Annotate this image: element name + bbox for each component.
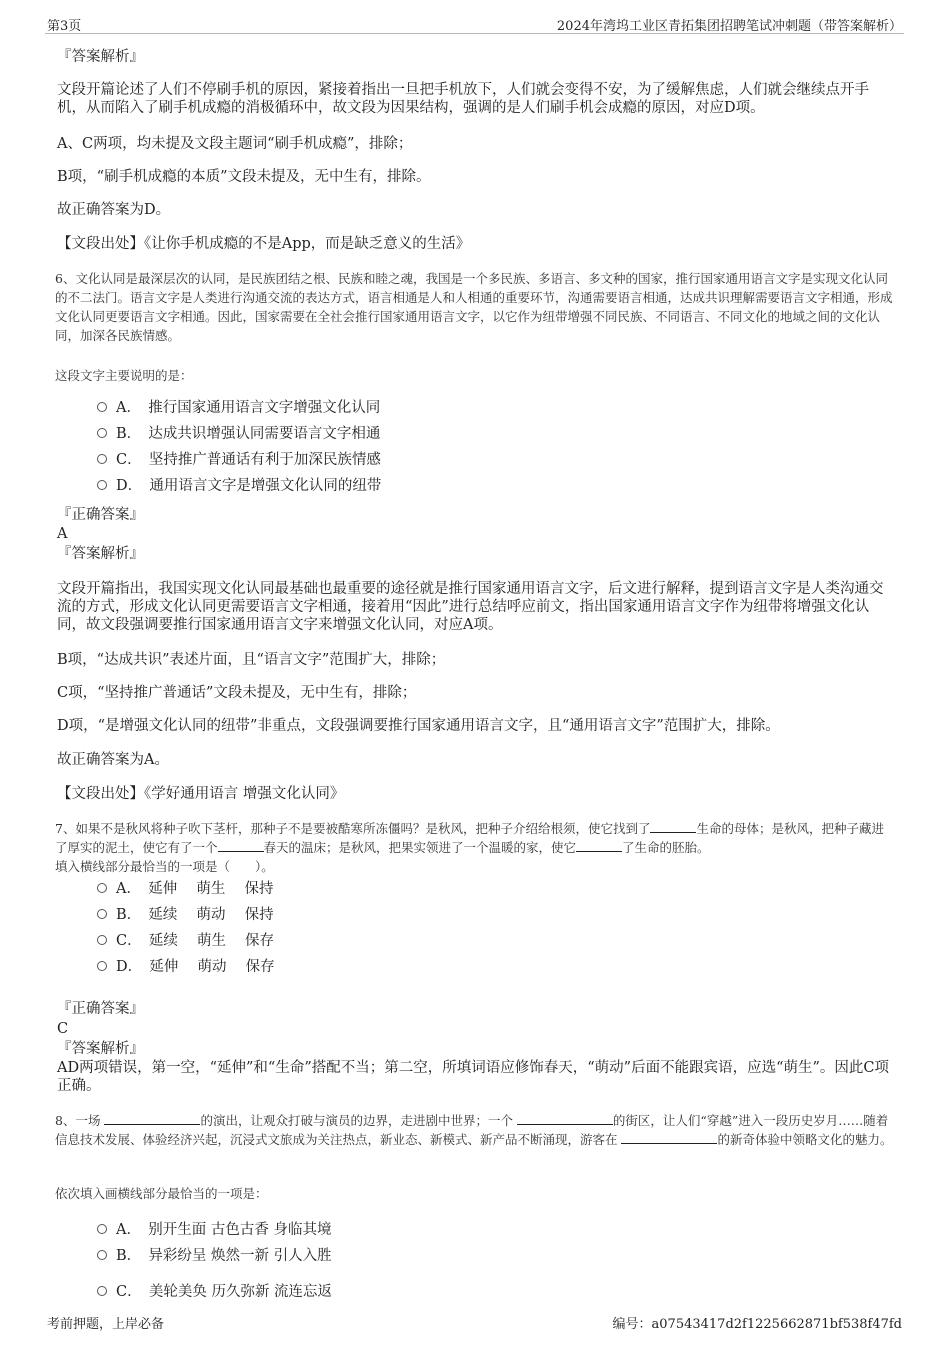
q5-conclusion: 故正确答案为D。: [57, 202, 171, 218]
q6-option-c-analysis: C项，“坚持推广普通话”文段未提及，无中生有，排除；: [57, 685, 417, 701]
q5-source: 【文段出处】《让你手机成瘾的不是App，而是缺乏意义的生活》: [57, 236, 471, 252]
q8-option-a[interactable]: A． 别开生面 古色古香 身临其境: [97, 1220, 331, 1240]
q7-option-a[interactable]: A． 延伸 萌生 保持: [97, 879, 273, 899]
q7-analysis-text: AD两项错误，第一空，“延伸”和“生命”搭配不当；第二空，所填词语应修饰春天，“萌动”后面不能跟宾语，应选“萌生”。因此C项正确。: [57, 1060, 889, 1094]
q6-option-d-analysis: D项，“是增强文化认同的纽带”非重点，文段强调要推行国家通用语言文字，且“通用语言文字”范围扩大，排除。: [57, 718, 780, 734]
blank-line: [104, 1112, 200, 1125]
q7-prompt: 填入横线部分最恰当的一项是（ ）。: [55, 859, 274, 874]
radio-icon[interactable]: [97, 961, 107, 971]
q7-analysis-label: 『答案解析』: [57, 1041, 144, 1057]
q7-option-b[interactable]: B． 延续 萌动 保持: [97, 905, 274, 925]
radio-icon[interactable]: [97, 935, 107, 945]
radio-icon[interactable]: [97, 454, 107, 464]
radio-icon[interactable]: [97, 1250, 107, 1260]
q5-option-b-analysis: B项，“刷手机成瘾的本质”文段未提及，无中生有，排除。: [57, 169, 431, 185]
q6-option-a[interactable]: A． 推行国家通用语言文字增强文化认同: [97, 398, 380, 418]
radio-icon[interactable]: [97, 1224, 107, 1234]
blank-line: [576, 839, 622, 852]
radio-icon[interactable]: [97, 883, 107, 893]
q5-option-ac-analysis: A、C两项，均未提及文段主题词“刷手机成瘾”，排除；: [57, 136, 413, 152]
q7-answer: C: [57, 1021, 69, 1037]
radio-icon[interactable]: [97, 1286, 107, 1296]
q6-option-c[interactable]: C． 坚持推广普通话有利于加深民族情感: [97, 450, 381, 470]
blank-line: [517, 1112, 613, 1125]
q8-prompt: 依次填入画横线部分最恰当的一项是：: [55, 1186, 268, 1201]
radio-icon[interactable]: [97, 402, 107, 412]
q5-analysis-text: 文段开篇论述了人们不停刷手机的原因，紧接着指出一旦把手机放下，人们就会变得不安，为了缓解焦虑，人们就会继续点开手机，从而陷入了刷手机成瘾的消极循环中，故文段为因果结构，强调的是人们刷手机会成瘾的原因，对应D项。: [57, 82, 869, 116]
q6-option-b[interactable]: B． 达成共识增强认同需要语言文字相通: [97, 424, 380, 444]
q6-option-d[interactable]: D． 通用语言文字是增强文化认同的纽带: [97, 476, 381, 496]
q6-answer-label: 『正确答案』: [57, 507, 144, 523]
q8-option-c[interactable]: C． 美轮美奂 历久弥新 流连忘返: [97, 1282, 332, 1302]
page-number: 第3页: [47, 19, 82, 34]
q7-answer-label: 『正确答案』: [57, 1001, 144, 1017]
blank-line: [218, 839, 264, 852]
q6-prompt: 这段文字主要说明的是：: [55, 368, 193, 383]
q8-stem: 8、一场 的演出，让观众打破与演员的边界，走进剧中世界；一个 的街区，让人们“穿越”进入一段历史岁月……随着信息技术发展、体验经济兴起，沉浸式文旅成为关注热点，新业态、新模式、新产品不断涌现，游客在 的新奇体验中领略文化的魅力。: [55, 1113, 893, 1147]
q7-option-c[interactable]: C． 延续 萌生 保存: [97, 931, 274, 951]
document-code: 编号：a07543417d2f1225662871bf538f47fd: [612, 1317, 902, 1332]
q6-stem: 6、文化认同是最深层次的认同，是民族团结之根、民族和睦之魂，我国是一个多民族、多语言、多文种的国家，推行国家通用语言文字是实现文化认同的不二法门。语言文字是人类进行沟通交流的表达方式，语言相通是人和人相通的重要环节，沟通需要语言相通，达成共识理解需要语言文字相通，形成文化认同更要语言文字相通。因此，国家需要在全社会推行国家通用语言文字，以它作为纽带增强不同民族、不同语言、不同文化的地域之间的文化认同，加深各民族情感。: [55, 271, 893, 343]
q7-stem: 7、如果不是秋风将种子吹下茎杆，那种子不是要被酷寒所冻僵吗？是秋风，把种子介绍给根须，使它找到了 生命的母体；是秋风，把种子藏进了厚实的泥土，使它有了一个 春天的温床；是秋风，把果实领进了一个温暖的家，使它 了生命的胚胎。: [55, 821, 884, 855]
blank-line: [621, 1131, 717, 1144]
q5-analysis-label: 『答案解析』: [57, 49, 144, 65]
page-header: [45, 13, 904, 34]
q6-analysis-label: 『答案解析』: [57, 546, 144, 562]
q7-option-d[interactable]: D． 延伸 萌动 保存: [97, 957, 275, 977]
q6-analysis-text: 文段开篇指出，我国实现文化认同最基础也最重要的途径就是推行国家通用语言文字，后文进行解释，提到语言文字是人类沟通交流的方式，形成文化认同更需要语言文字相通，接着用“因此”进行总结呼应前文，指出国家通用语言文字作为纽带将增强文化认同，故文段强调要推行国家通用语言文字来增强文化认同，对应A项。: [57, 581, 884, 633]
q8-option-b[interactable]: B． 异彩纷呈 焕然一新 引人入胜: [97, 1246, 332, 1266]
q6-conclusion: 故正确答案为A。: [57, 752, 169, 768]
radio-icon[interactable]: [97, 909, 107, 919]
q6-source: 【文段出处】《学好通用语言 增强文化认同》: [57, 786, 345, 802]
document-title: 2024年湾坞工业区青拓集团招聘笔试冲刺题（带答案解析）: [556, 19, 902, 34]
footer-slogan: 考前押题，上岸必备: [47, 1317, 165, 1332]
q6-option-b-analysis: B项，“达成共识”表述片面，且“语言文字”范围扩大，排除；: [57, 652, 446, 668]
q6-answer: A: [57, 526, 68, 542]
radio-icon[interactable]: [97, 480, 107, 490]
radio-icon[interactable]: [97, 428, 107, 438]
blank-line: [650, 820, 696, 833]
